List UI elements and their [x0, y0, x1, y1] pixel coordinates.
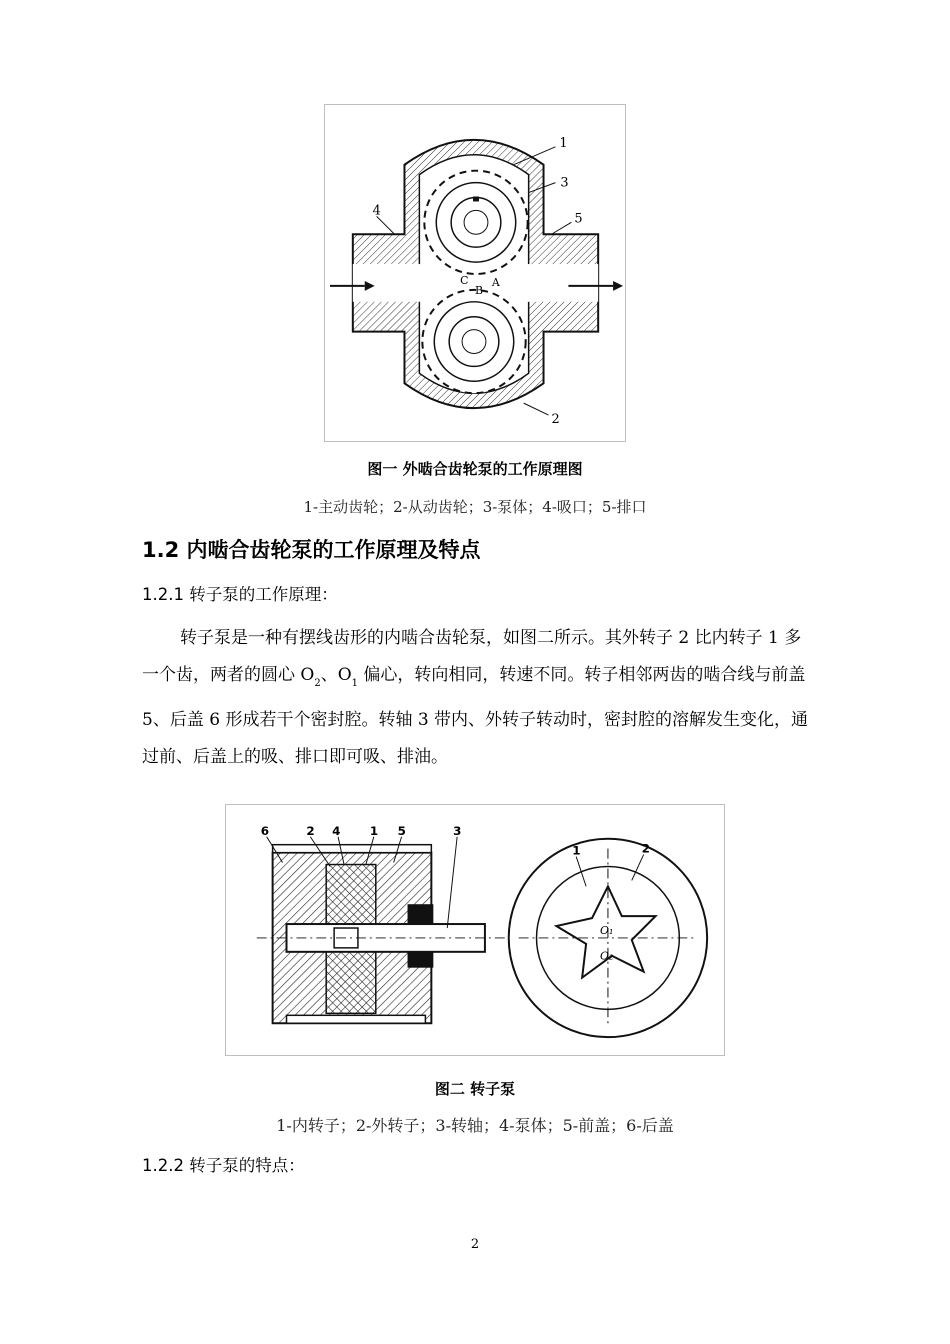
label-4: 4	[332, 823, 341, 838]
label-a: A	[491, 275, 500, 289]
label-5: 5	[574, 211, 583, 227]
label-2-right: 2	[641, 841, 650, 856]
label-1: 1	[559, 135, 568, 151]
figure-1-legend: 1-主动齿轮；2-从动齿轮；3-泵体；4-吸口；5-排口	[303, 498, 647, 516]
label-2: 2	[551, 412, 560, 427]
figure-1-title: 图一 外啮合齿轮泵的工作原理图	[367, 460, 583, 478]
label-o2: O₂	[600, 949, 614, 963]
figure-2-title: 图二 转子泵	[434, 1080, 516, 1098]
figure-2-rotor-pump	[225, 804, 725, 1056]
label-6: 6	[260, 823, 269, 838]
paragraph-text-3: 偏心，转向相同，转速不同。转子相邻两齿的啮合线与前盖 5、后盖 6 形成若干个密封腔。转轴 3 带内、外转子转动时，密封腔的溶解发生变化，通过前、后盖上的吸、排口即可吸、排油。	[142, 664, 809, 767]
label-5: 5	[397, 823, 406, 838]
figure-2-legend: 1-内转子；2-外转子；3-转轴；4-泵体；5-前盖；6-后盖	[276, 1116, 674, 1135]
subsection-heading-2: 1.2.2 转子泵的特点：	[142, 1156, 305, 1175]
paragraph-text-2: 、O	[320, 664, 352, 685]
label-4: 4	[372, 203, 381, 219]
label-b: B	[475, 283, 484, 297]
subscript-2: 2	[314, 677, 321, 689]
subsection-heading-1: 1.2.1 转子泵的工作原理：	[142, 585, 338, 604]
external-gear-pump-diagram	[325, 105, 625, 441]
label-o1: O₁	[600, 923, 614, 937]
page-number: 2	[470, 1237, 480, 1252]
section-heading: 1.2 内啮合齿轮泵的工作原理及特点	[142, 538, 481, 562]
label-1-right: 1	[572, 843, 581, 858]
label-1-left: 1	[369, 823, 379, 838]
paragraph-text-1: 转子泵是一种有摆线齿形的内啮合齿轮泵，如图二所示。其外转子 2 比内转子 1 多一个齿，两者的圆心 O	[142, 628, 802, 685]
body-paragraph	[142, 620, 812, 775]
figure-1-external-gear-pump	[324, 104, 626, 442]
label-3: 3	[453, 823, 462, 838]
subscript-1: 1	[351, 677, 359, 689]
rotor-pump-diagram	[226, 805, 724, 1055]
label-3: 3	[560, 175, 569, 191]
label-2-left: 2	[306, 823, 315, 838]
label-c: C	[460, 273, 469, 287]
